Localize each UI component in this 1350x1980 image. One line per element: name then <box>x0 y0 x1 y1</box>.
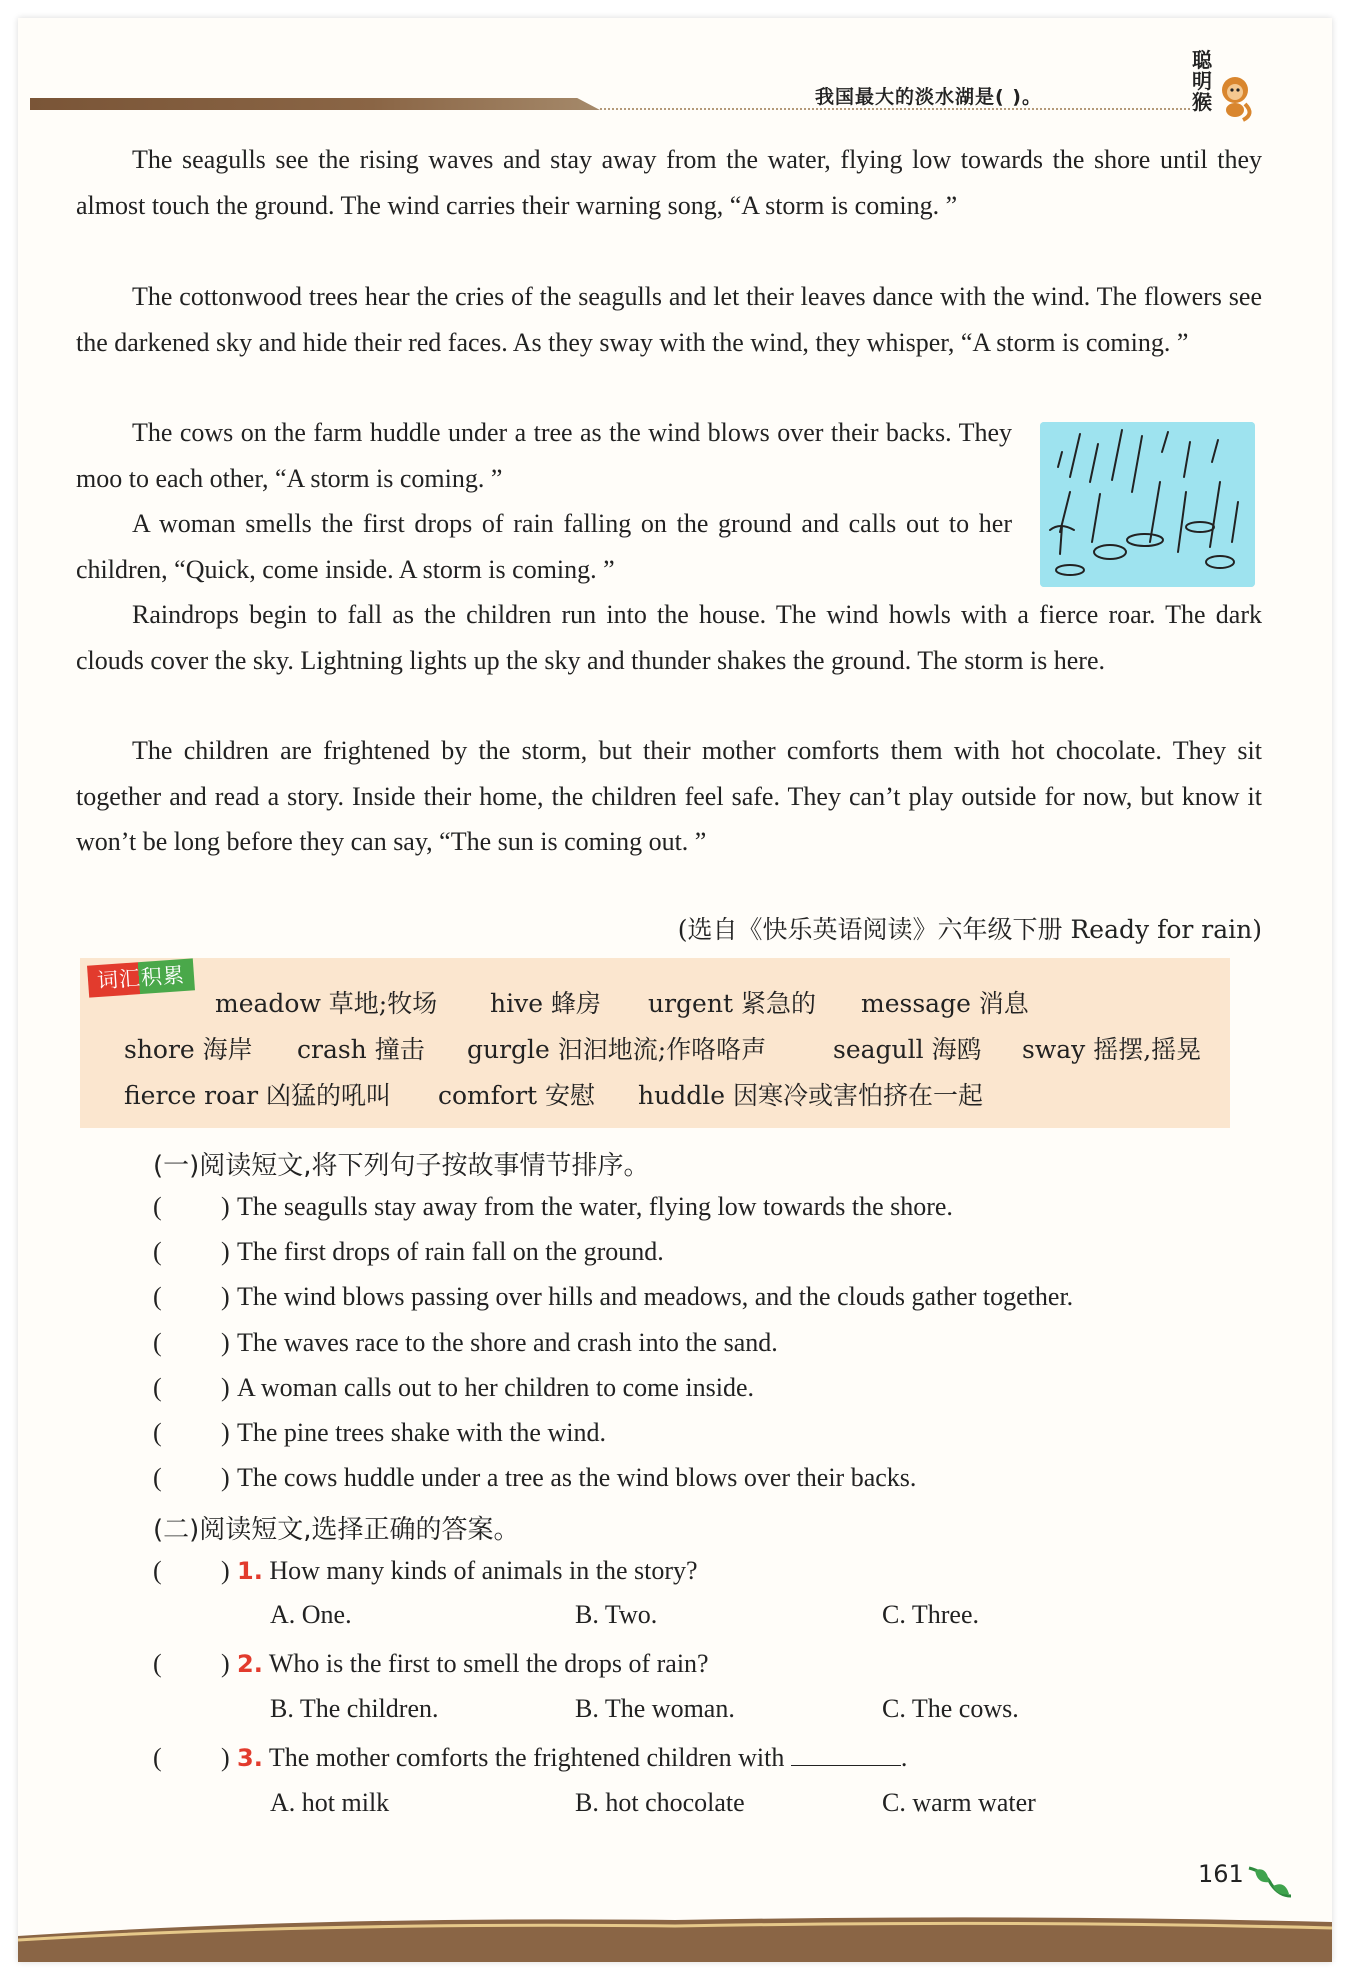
option[interactable]: B. The woman. <box>575 1694 735 1723</box>
header-band <box>30 98 600 110</box>
story-paragraph: Raindrops begin to fall as the children run into the house. The wind howls with a fierce roar. The dark clouds cover the sky. Lightning lights up the sky and thunder shakes the ground. The storm is here. <box>76 600 1262 675</box>
fill-blank[interactable] <box>791 1743 901 1766</box>
part1-title: (一)阅读短文,将下列句子按故事情节排序。 <box>153 1151 650 1181</box>
question-text: The mother comforts the frightened children with <box>268 1743 785 1772</box>
rain-illustration-icon <box>1040 422 1255 587</box>
vocab-item: meadow 草地;牧场 <box>215 989 438 1018</box>
question-text: How many kinds of animals in the story? <box>269 1556 698 1585</box>
answer-blank[interactable]: ( <box>153 1328 162 1357</box>
story-paragraph: The seagulls see the rising waves and stay away from the water, flying low towards the shore until they almost touch the ground. The wind carries their warning song, “A storm is coming. ” <box>76 145 1262 220</box>
vocab-tag: 词汇积累 <box>87 958 195 997</box>
story-paragraph: A woman smells the first drops of rain falling on the ground and calls out to her children, “Quick, come inside. A storm is coming. ” <box>76 509 1012 584</box>
order-sentence: The seagulls stay away from the water, flying low towards the shore. <box>237 1192 953 1221</box>
answer-blank[interactable]: ( <box>153 1282 162 1311</box>
story-paragraph: The cottonwood trees hear the cries of the seagulls and let their leaves dance with the wind. The flowers see the darkened sky and hide their red faces. As they sway with the wind, they whisper, “A storm is coming. ” <box>76 282 1262 357</box>
order-sentence: The pine trees shake with the wind. <box>237 1418 606 1447</box>
vocab-item: urgent 紧急的 <box>648 989 816 1018</box>
order-sentence: The waves race to the shore and crash into the sand. <box>237 1328 778 1357</box>
vocab-item: shore 海岸 <box>124 1035 253 1064</box>
question-number: 3. <box>237 1744 263 1772</box>
option[interactable]: A. hot milk <box>270 1788 390 1817</box>
question-text: Who is the first to smell the drops of rain? <box>268 1649 709 1678</box>
question-number: 2. <box>237 1650 263 1678</box>
option[interactable]: B. hot chocolate <box>575 1788 745 1817</box>
footer-band <box>18 1910 1332 1962</box>
order-sentence: The cows huddle under a tree as the wind blows over their backs. <box>237 1463 917 1492</box>
part2-title: (二)阅读短文,选择正确的答案。 <box>153 1515 520 1545</box>
answer-blank[interactable]: ( <box>153 1237 162 1266</box>
source-citation: (选自《快乐英语阅读》六年级下册 Ready for rain) <box>677 915 1262 944</box>
vocab-item: gurgle 汩汩地流;作咯咯声 <box>467 1035 767 1064</box>
leaf-icon <box>1245 1862 1295 1902</box>
vocab-item: sway 摇摆,摇晃 <box>1022 1035 1202 1064</box>
option[interactable]: B. The children. <box>270 1694 439 1723</box>
option[interactable]: B. Two. <box>575 1600 658 1629</box>
order-sentence: A woman calls out to her children to come inside. <box>237 1373 754 1402</box>
option[interactable]: C. The cows. <box>882 1694 1019 1723</box>
vocab-item: huddle 因寒冷或害怕挤在一起 <box>638 1081 983 1110</box>
option[interactable]: C. Three. <box>882 1600 979 1629</box>
vocab-item: hive 蜂房 <box>490 989 601 1018</box>
option[interactable]: C. warm water <box>882 1788 1036 1817</box>
vocab-item: comfort 安慰 <box>438 1081 596 1110</box>
answer-blank[interactable]: ( <box>153 1463 162 1492</box>
option[interactable]: A. One. <box>270 1600 352 1629</box>
answer-blank[interactable]: ( <box>153 1743 162 1772</box>
vocab-item: crash 撞击 <box>297 1035 425 1064</box>
answer-blank[interactable]: ( <box>153 1192 162 1221</box>
answer-blank[interactable]: ( <box>153 1649 162 1678</box>
page-number: 161 <box>1198 1860 1244 1888</box>
order-sentence: The first drops of rain fall on the ground. <box>237 1237 664 1266</box>
question-number: 1. <box>237 1557 263 1585</box>
vocab-item: message 消息 <box>861 989 1029 1018</box>
logo-text: 聪明猴 <box>1192 48 1212 114</box>
answer-blank[interactable]: ( <box>153 1418 162 1447</box>
header-question: 我国最大的淡水湖是( )。 <box>815 86 1042 108</box>
answer-blank[interactable]: ( <box>153 1373 162 1402</box>
story-paragraph: The children are frightened by the storm, but their mother comforts them with hot chocolate. They sit together and read a story. Inside their home, the children feel safe. They can’t play outside for now, but know it won’t be long before they can say, “The sun is coming out. ” <box>76 736 1262 856</box>
vocab-item: seagull 海鸥 <box>833 1035 982 1064</box>
story-paragraph: The cows on the farm huddle under a tree as the wind blows over their backs. They moo to each other, “A storm is coming. ” <box>76 418 1012 493</box>
order-sentence: The wind blows passing over hills and meadows, and the clouds gather together. <box>237 1282 1074 1311</box>
vocab-item: fierce roar 凶猛的吼叫 <box>124 1081 391 1110</box>
answer-blank[interactable]: ( <box>153 1556 162 1585</box>
